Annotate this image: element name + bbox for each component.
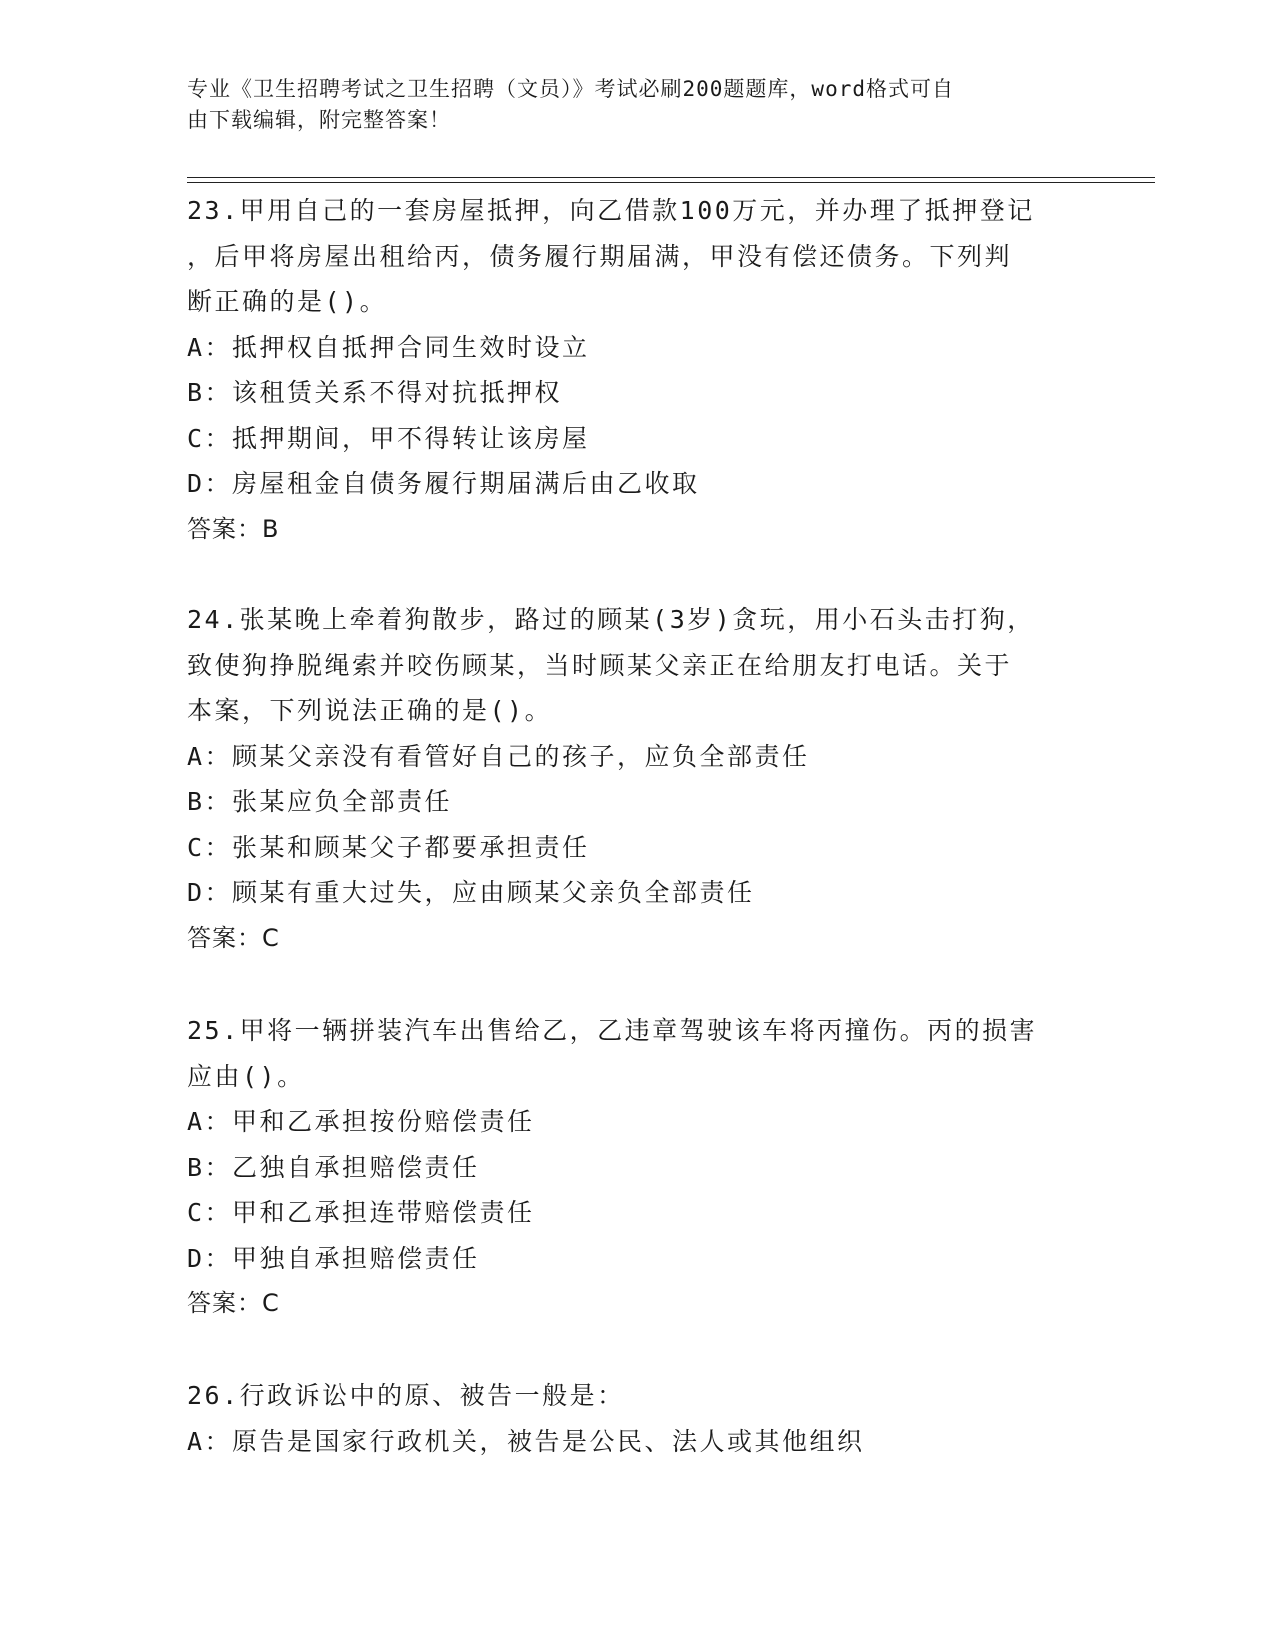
header-divider-top xyxy=(187,177,1155,178)
question-26 xyxy=(187,1373,1087,1464)
answer-line: 答案：C xyxy=(187,1289,280,1317)
option-a: A：顾某父亲没有看管好自己的孩子，应负全部责任 xyxy=(187,741,810,771)
answer-line: 答案：B xyxy=(187,514,280,543)
option-b: B：该租赁关系不得对抗抵押权 xyxy=(187,378,563,407)
question-stem-line: 应由()。 xyxy=(187,1061,305,1091)
option-b: B：乙独自承担赔偿责任 xyxy=(187,1152,480,1182)
header-line: 由下载编辑，附完整答案！ xyxy=(187,108,451,132)
option-a: A：原告是国家行政机关，被告是公民、法人或其他组织 xyxy=(187,1426,865,1456)
question-24 xyxy=(187,597,1087,961)
question-stem-line: 致使狗挣脱绳索并咬伤顾某，当时顾某父亲正在给朋友打电话。关于 xyxy=(187,650,1013,680)
question-25 xyxy=(187,1008,1087,1327)
question-stem-line: 23.甲用自己的一套房屋抵押，向乙借款100万元，并办理了抵押登记 xyxy=(187,196,1035,225)
question-stem-line: 26.行政诉讼中的原、被告一般是： xyxy=(187,1381,625,1410)
option-a: A：甲和乙承担按份赔偿责任 xyxy=(187,1107,535,1136)
question-stem-line: 断正确的是()。 xyxy=(187,287,388,316)
answer-line: 答案：C xyxy=(187,923,280,952)
question-stem-line: 本案，下列说法正确的是()。 xyxy=(187,696,553,725)
question-stem-line: ，后甲将房屋出租给丙，债务履行期届满，甲没有偿还债务。下列判 xyxy=(187,241,1013,271)
document-header xyxy=(187,74,1087,136)
option-c: C：甲和乙承担连带赔偿责任 xyxy=(187,1198,535,1227)
option-b: B：张某应负全部责任 xyxy=(187,787,453,816)
option-c: C：抵押期间，甲不得转让该房屋 xyxy=(187,423,590,453)
question-23 xyxy=(187,188,1087,552)
option-d: D：甲独自承担赔偿责任 xyxy=(187,1243,480,1273)
option-d: D：顾某有重大过失，应由顾某父亲负全部责任 xyxy=(187,878,755,907)
option-a: A：抵押权自抵押合同生效时设立 xyxy=(187,332,590,362)
header-line: 专业《卫生招聘考试之卫生招聘（文员）》考试必刷200题题库，word格式可自 xyxy=(187,77,954,101)
header-divider-bottom xyxy=(187,182,1155,183)
option-d: D：房屋租金自债务履行期届满后由乙收取 xyxy=(187,469,700,498)
question-stem-line: 24.张某晚上牵着狗散步，路过的顾某(3岁)贪玩，用小石头击打狗， xyxy=(187,605,1035,634)
option-c: C：张某和顾某父子都要承担责任 xyxy=(187,832,590,862)
question-stem-line: 25.甲将一辆拼装汽车出售给乙，乙违章驾驶该车将丙撞伤。丙的损害 xyxy=(187,1016,1038,1045)
